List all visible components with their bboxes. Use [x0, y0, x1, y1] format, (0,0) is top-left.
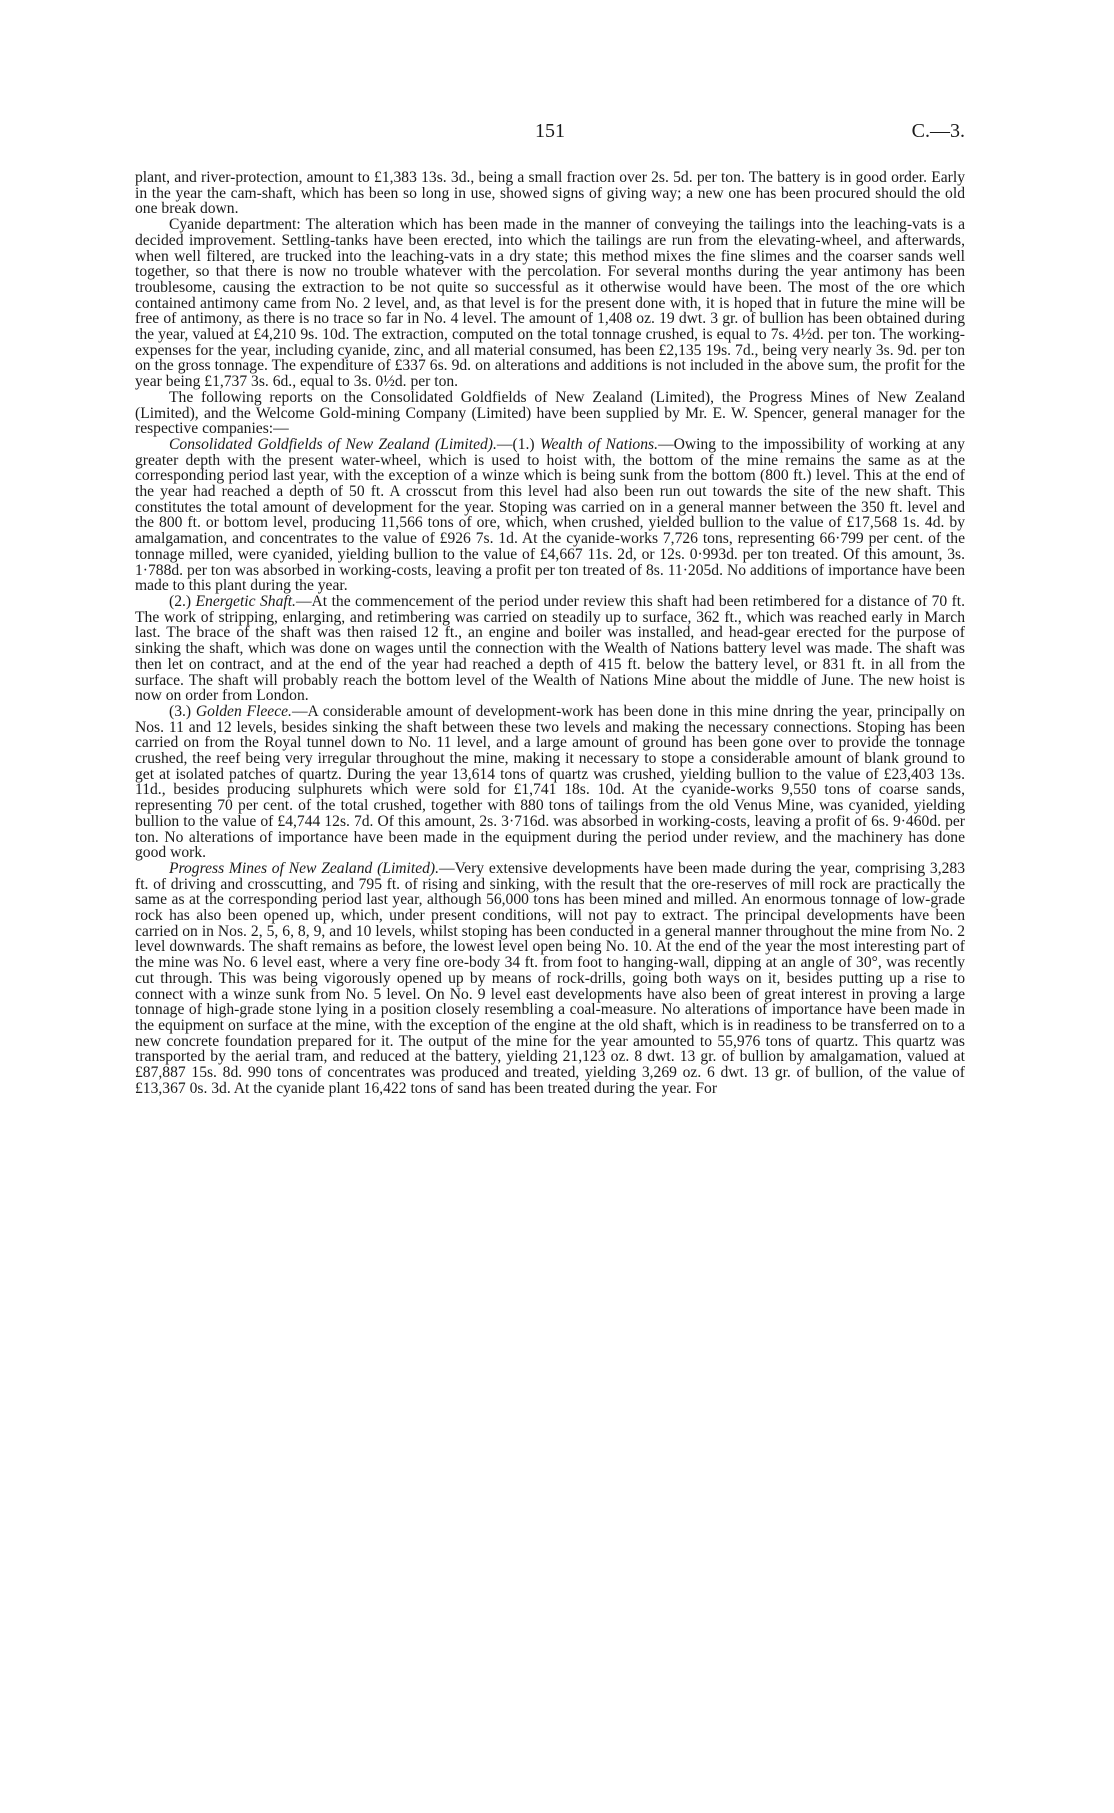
- mine-heading: Wealth of Nations.: [539, 435, 658, 453]
- paragraph-body: —Very extensive developments have been made during the year, comprising 3,283 ft. of driving and crosscutting, and 795 ft. of rising and sinking, with the result that the ore-reserves of mill rock are practically the same as at the corresponding period last year, although 56,000 tons has been mined and milled. An enormous tonnage of low-grade rock has also been opened up, which, under present conditions, will not pay to extract. The principal developments have been carried on in Nos. 2, 5, 6, 8, 9, and 10 levels, whilst stoping has been conducted in a general manner throughout the mine from No. 2 level downwards. The shaft remains as before, the lowest level open being No. 10. At the end of the year the most interesting part of the mine was No. 6 level east, where a very fine ore-body 34 ft. from foot to hanging-wall, dipping at an angle of 30°, was recently cut through. This was being vigorously opened up by means of rock-drills, going both ways on it, besides putting up a rise to connect with a winze sunk from No. 5 level. On No. 9 level east developments have also been of great interest in proving a large tonnage of high-grade stone lying in a position closely resembling a coal-measure. No alterations of importance have been made in the equipment on surface at the mine, with the exception of the engine at the old shaft, which is in readiness to be transferred on to a new concrete foundation prepared for it. The output of the mine for the year amounted to 55,976 tons of quartz. This quartz was transported by the aerial tram, and reduced at the battery, yielding 21,123 oz. 8 dwt. 13 gr. of bullion by amalgamation, valued at £87,887 15s. 8d. 990 tons of concentrates was produced and treated, yielding 3,269 oz. 6 dwt. 13 gr. of bullion, of the value of £13,367 0s. 3d. At the cyanide plant 16,422 tons of sand has been treated during the year. For: [135, 859, 965, 1097]
- paragraph-body: —At the commencement of the period under review this shaft had been retimbered for a distance of 70 ft. The work of stripping, enlarging, and retimbering was carried on steadily up to surface, 362 ft., which was reached early in March last. The brace of the shaft was then raised 12 ft., an engine and boiler was installed, and head-gear erected for the purpose of sinking the shaft, which was done on wages until the connection with the Wealth of Nations battery level was made. The shaft was then let on contract, and at the end of the year had reached a depth of 415 ft. below the battery level, or 831 ft. in all from the surface. The shaft will probably reach the bottom level of the Wealth of Nations Mine about the middle of June. The new hoist is now on order from London.: [135, 592, 966, 705]
- document-reference: C.—3.: [911, 120, 965, 142]
- paragraph-body: —A considerable amount of development-work has been done in this mine dnring the year, principally on Nos. 11 and 12 levels, besides sinking the shaft between these two levels and making the necessary connections. Stoping has been carried on from the Royal tunnel down to No. 11 level, and a large amount of ground has been gone over to provide the tonnage crushed, the reef being very irregular throughout the mine, making it necessary to stope a considerable amount of blank ground to get at isolated patches of quartz. During the year 13,614 tons of quartz was crushed, yielding bullion to the value of £23,403 13s. 11d., besides producing sulphurets which were sold for £1,741 18s. 10d. At the cyanide-works 9,550 tons of coarse sands, representing 70 per cent. of the total crushed, together with 880 tons of tailings from the old Venus Mine, was cyanided, yielding bullion to the value of £4,744 12s. 7d. Of this amount, 2s. 3·716d. was absorbed in working-costs, leaving a profit of 6s. 9·460d. per ton. No alterations of importance have been made in the equipment during the period under review, and the machinery has done good work.: [135, 702, 965, 862]
- paragraph-progress-mines: [135, 861, 965, 1097]
- page-number: 151: [535, 120, 565, 142]
- mine-heading: Golden Fleece.: [195, 702, 292, 720]
- company-heading: Progress Mines of New Zealand (Limited).: [169, 859, 440, 877]
- page-header: [135, 120, 965, 150]
- mine-heading: Energetic Shaft.: [195, 592, 296, 610]
- section-number: (3.): [169, 702, 196, 720]
- paragraph-plant-costs: plant, and river-protection, amount to £1,383 13s. 3d., being a small fraction over 2s. 5d. per ton. The battery is in good order. Early in the year the cam-shaft, which has been so long in use, showed signs of giving way; a new one has been procured should the old one break down.: [135, 169, 965, 218]
- paragraph-golden-fleece: [135, 704, 965, 861]
- paragraph-body: —Owing to the impossibility of working at any greater depth with the present water-wheel, which is used to hoist with, the bottom of the mine remains the same as at the corresponding period last year, with the exception of a winze which is being sunk from the bottom (800 ft.) level. This at the end of the year had reached a depth of 50 ft. A crosscut from this level had also been run out towards the site of the new shaft. This constitutes the total amount of development for the year. Stoping was carried on in a general manner between the 350 ft. level and the 800 ft. or bottom level, producing 11,566 tons of ore, which, when crushed, yielded bullion to the value of £17,568 1s. 4d. by amalgamation, and concentrates to the value of £926 7s. 1d. At the cyanide-works 7,726 tons, representing 66·799 per cent. of the tonnage milled, were cyanided, yielding bullion to the value of £4,667 11s. 2d, or 12s. 0·993d. per ton treated. Of this amount, 3s. 1·788d. per ton was absorbed in working-costs, leaving a profit per ton treated of 8s. 11·205d. No additions of importance have been made to this plant during the year.: [135, 435, 965, 595]
- section-number: (2.): [169, 592, 196, 610]
- company-heading: Consolidated Goldfields of New Zealand (Limited).: [169, 435, 497, 453]
- paragraph-wealth-of-nations: [135, 437, 965, 594]
- section-number: —(1.): [496, 435, 540, 453]
- paragraph-reports-intro: The following reports on the Consolidated Goldfields of New Zealand (Limited), the Progress Mines of New Zealand (Limited), and the Welcome Gold-mining Company (Limited) have been supplied by Mr. E. W. Spencer, general manager for the respective companies:—: [135, 388, 965, 438]
- paragraph-energetic-shaft: [135, 594, 965, 704]
- paragraph-cyanide-department: Cyanide department: The alteration which has been made in the manner of conveying the tailings into the leaching-vats is a decided improvement. Settling-tanks have been erected, into which the tailings are run from the elevating-wheel, and afterwards, when well filtered, are trucked into the leaching-vats in a dry state; this method mixes the fine slimes and the coarser sands well together, so that there is now no trouble whatever with the percolation. For several months during the year antimony has been troublesome, causing the extraction to be not quite so successful as it otherwise would have been. The most of the ore which contained antimony came from No. 2 level, and, as that level is for the present done with, it is hoped that in future the mine will be free of antimony, as there is no trace so far in No. 4 level. The amount of 1,408 oz. 19 dwt. 3 gr. of bullion has been obtained during the year, valued at £4,210 9s. 10d. The extraction, computed on the total tonnage crushed, is equal to 7s. 4½d. per ton. The working-expenses for the year, including cyanide, zinc, and all material consumed, has been £2,135 19s. 7d., being very nearly 3s. 9d. per ton on the gross tonnage. The expenditure of £337 6s. 9d. on alterations and additions is not included in the above sum, the profit for the year being £1,737 3s. 6d., equal to 3s. 0½d. per ton.: [135, 216, 965, 391]
- body-text: [135, 170, 965, 1096]
